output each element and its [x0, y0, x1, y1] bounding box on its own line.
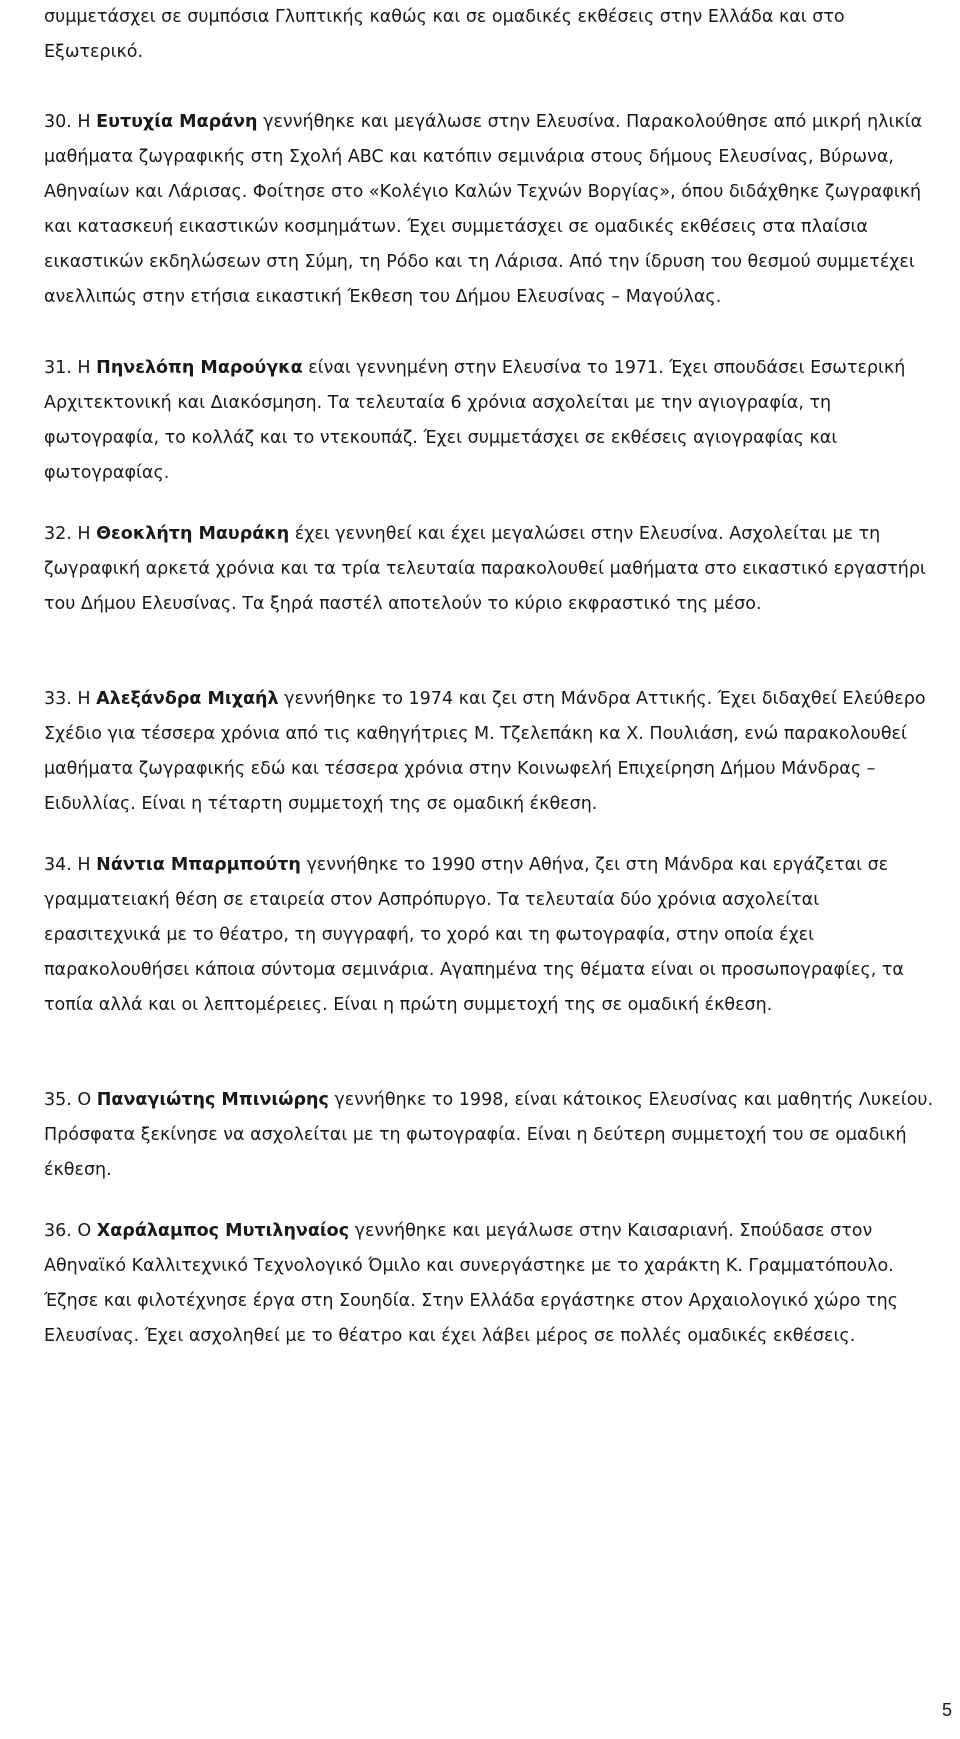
- entry-text: γεννήθηκε το 1998, είναι κάτοικος Ελευσίνας και μαθητής Λυκείου. Πρόσφατα ξεκίνησε να ασχολείται με τη φωτογραφία. Είναι η δεύτερη συμμετοχή του σε ομαδική έκθεση.: [44, 1090, 934, 1180]
- document-page: [44, 0, 934, 1354]
- entry-number: 33.: [44, 689, 72, 709]
- entry-text: είναι γεννημένη στην Ελευσίνα το 1971. Έχει σπουδάσει Εσωτερική Αρχιτεκτονική και Διακόσμηση. Τα τελευταία 6 χρόνια ασχολείται με την αγιογραφία, τη φωτογραφία, το κολλάζ και το ντεκουπάζ. Έχει συμμετάσχει σε εκθέσεις αγιογραφίας και φωτογραφίας.: [44, 358, 906, 483]
- entry-article: Ο: [77, 1221, 92, 1241]
- entry-article: Η: [77, 855, 91, 875]
- entry-32: [44, 517, 934, 622]
- entry-number: 31.: [44, 358, 72, 378]
- entry-text: γεννήθηκε και μεγάλωσε στην Ελευσίνα. Παρακολούθησε από μικρή ηλικία μαθήματα ζωγραφικής στη Σχολή ABC και κατόπιν σεμινάρια στους δήμους Ελευσίνας, Βύρωνα, Αθηναίων και Λάρισας. Φοίτησε στο «Κολέγιο Καλών Τεχνών Βοργίας», όπου διδάχθηκε ζωγραφική και κατασκευή εικαστικών κοσμημάτων. Έχει συμμετάσχει σε ομαδικές εκθέσεις στα πλαίσια εικαστικών εκδηλώσεων στη Σύμη, τη Ρόδο και τη Λάρισα. Από την ίδρυση του θεσμού συμμετέχει ανελλιπώς στην ετήσια εικαστική Έκθεση του Δήμου Ελευσίνας – Μαγούλας.: [44, 112, 923, 307]
- entry-33: [44, 682, 934, 822]
- entry-number: 36.: [44, 1221, 72, 1241]
- artist-name: Θεοκλήτη Μαυράκη: [96, 524, 290, 544]
- entry-text: έχει γεννηθεί και έχει μεγαλώσει στην Ελευσίνα. Ασχολείται με τη ζωγραφική αρκετά χρόνια και τα τρία τελευταία παρακολουθεί μαθήματα στο εικαστικό εργαστήρι του Δήμου Ελευσίνας. Τα ξηρά παστέλ αποτελούν το κύριο εκφραστικό της μέσο.: [44, 524, 926, 614]
- entry-article: Η: [77, 689, 91, 709]
- entry-article: Η: [77, 358, 91, 378]
- artist-name: Παναγιώτης Μπινιώρης: [96, 1090, 329, 1110]
- intro-paragraph: συμμετάσχει σε συμπόσια Γλυπτικής καθώς και σε ομαδικές εκθέσεις στην Ελλάδα και στο Εξωτερικό.: [44, 7, 845, 62]
- entry-30: [44, 105, 934, 315]
- entry-35: [44, 1083, 934, 1188]
- entry-number: 30.: [44, 112, 72, 132]
- artist-name: Νάντια Μπαρμπούτη: [96, 855, 301, 875]
- entry-31: [44, 351, 934, 491]
- entry-article: Η: [77, 524, 91, 544]
- entry-article: Η: [77, 112, 91, 132]
- entry-text: γεννήθηκε και μεγάλωσε στην Καισαριανή. Σπούδασε στον Αθηναϊκό Καλλιτεχνικό Τεχνολογικό Όμιλο και συνεργάστηκε με το χαράκτη Κ. Γραμματόπουλο. Έζησε και φιλοτέχνησε έργα στη Σουηδία. Στην Ελλάδα εργάστηκε στον Αρχαιολογικό χώρο της Ελευσίνας. Έχει ασχοληθεί με το θέατρο και έχει λάβει μέρος σε πολλές ομαδικές εκθέσεις.: [44, 1221, 898, 1346]
- entry-text: γεννήθηκε το 1990 στην Αθήνα, ζει στη Μάνδρα και εργάζεται σε γραμματειακή θέση σε εταιρεία στον Ασπρόπυργο. Τα τελευταία δύο χρόνια ασχολείται ερασιτεχνικά με το θέατρο, τη συγγραφή, το χορό και τη φωτογραφία, στην οποία έχει παρακολουθήσει κάποια σύντομα σεμινάρια. Αγαπημένα της θέματα είναι οι προσωπογραφίες, τα τοπία αλλά και οι λεπτομέρειες. Είναι η πρώτη συμμετοχή της σε ομαδική έκθεση.: [44, 855, 904, 1015]
- page-number: 5: [941, 1700, 952, 1720]
- entry-text: γεννήθηκε το 1974 και ζει στη Μάνδρα Αττικής. Έχει διδαχθεί Ελεύθερο Σχέδιο για τέσσερα χρόνια από τις καθηγήτριες Μ. Τζελεπάκη κα Χ. Πουλιάση, ενώ παρακολουθεί μαθήματα ζωγραφικής εδώ και τέσσερα χρόνια στην Κοινωφελή Επιχείρηση Δήμου Μάνδρας – Ειδυλλίας. Είναι η τέταρτη συμμετοχή της σε ομαδική έκθεση.: [44, 689, 926, 814]
- entry-34: [44, 848, 934, 1023]
- artist-name: Χαράλαμπος Μυτιληναίος: [96, 1221, 350, 1241]
- entry-number: 35.: [44, 1090, 72, 1110]
- artist-name: Πηνελόπη Μαρούγκα: [96, 358, 303, 378]
- artist-name: Ευτυχία Μαράνη: [96, 112, 258, 132]
- entry-number: 32.: [44, 524, 72, 544]
- entry-article: Ο: [77, 1090, 92, 1110]
- entry-number: 34.: [44, 855, 72, 875]
- entry-36: [44, 1214, 934, 1354]
- artist-name: Αλεξάνδρα Μιχαήλ: [96, 689, 279, 709]
